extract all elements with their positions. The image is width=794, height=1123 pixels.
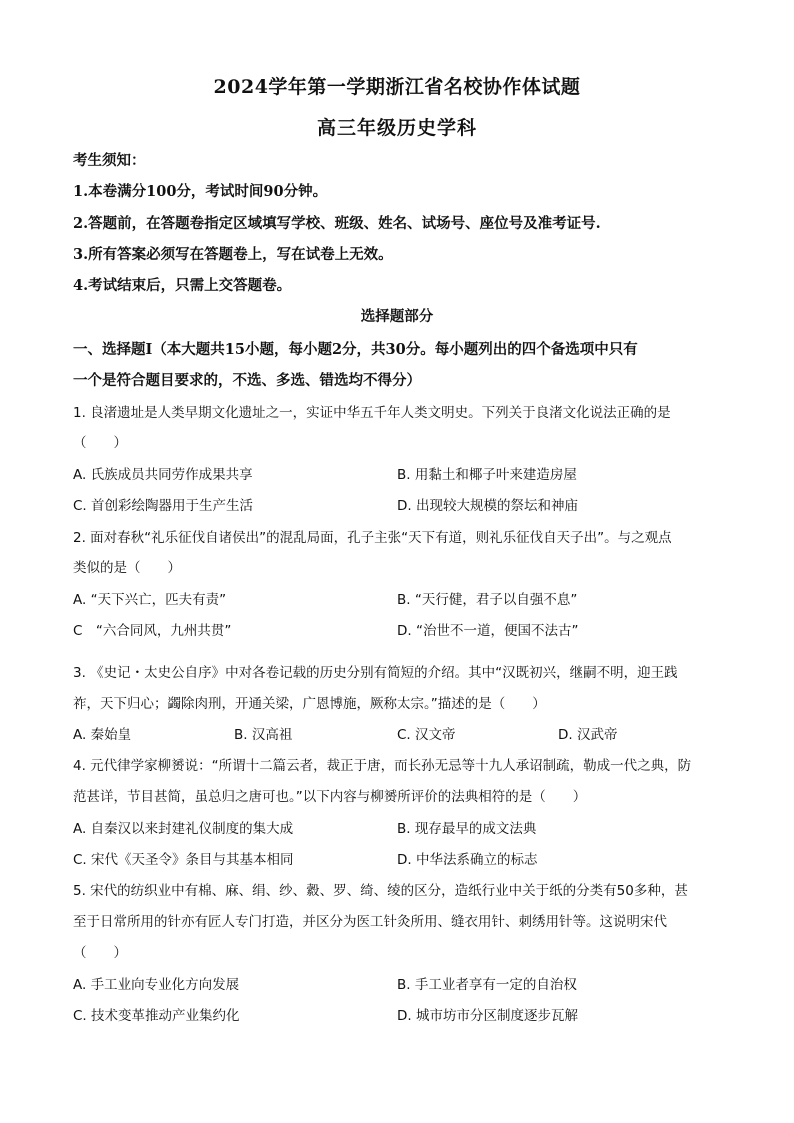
notice-item: 2.答题前，在答题卷指定区域填写学校、班级、姓名、试场号、座位号及准考证号. [73, 215, 601, 232]
question-4-option-b: B. 现存最早的成文法典 [397, 821, 537, 837]
question-5-option-a: A. 手工业向专业化方向发展 [73, 977, 240, 993]
question-3-option-a: A. 秦始皇 [73, 727, 132, 743]
notice-item: 1.本卷满分100分，考试时间90分钟。 [73, 183, 328, 200]
question-5-option-d: D. 城市坊市分区制度逐步瓦解 [397, 1008, 578, 1024]
question-3-option-d: D. 汉武帝 [558, 727, 618, 743]
question-4-option-c: C. 宋代《天圣令》条目与其基本相同 [73, 852, 294, 868]
question-3-text: 3. 《史记・太史公自序》中对各卷记载的历史分别有简短的介绍。其中“汉既初兴，继嗣不明，迎王践 [73, 665, 678, 681]
part-instructions: 一个是符合题目要求的，不选、多选、错选均不得分） [73, 372, 421, 389]
question-4-text: 范甚详，节目甚简，虽总归之唐可也。”以下内容与柳赟所评价的法典相符的是（ ） [73, 789, 587, 805]
question-5-text: 至于日常所用的针亦有匠人专门打造，并区分为医工针灸所用、缝衣用针、刺绣用针等。这说明宋代 [73, 914, 667, 930]
exam-title: 2024学年第一学期浙江省名校协作体试题 [213, 76, 581, 98]
question-5-text: （ ） [73, 945, 127, 961]
question-3-option-b: B. 汉高祖 [234, 727, 293, 743]
question-4-option-d: D. 中华法系确立的标志 [397, 852, 538, 868]
notice-item: 3.所有答案必须写在答题卷上，写在试卷上无效。 [73, 246, 393, 263]
question-5-option-c: C. 技术变革推动产业集约化 [73, 1008, 240, 1024]
notice-heading: 考生须知： [73, 152, 146, 169]
question-1-text: （ ） [73, 435, 127, 451]
question-2-option-c: C “六合同风，九州共贯” [73, 623, 232, 639]
part-instructions: 一、选择题Ⅰ（本大题共15小题，每小题2分，共30分。每小题列出的四个备选项中只有 [73, 341, 638, 358]
exam-subtitle: 高三年级历史学科 [316, 117, 477, 139]
question-1-text: 1. 良渚遗址是人类早期文化遗址之一，实证中华五千年人类文明史。下列关于良渚文化说法正确的是 [73, 405, 671, 421]
question-5-text: 5. 宋代的纺织业中有棉、麻、绢、纱、縠、罗、绮、绫的区分，造纸行业中关于纸的分类有50多种，甚 [73, 883, 688, 899]
question-2-option-a: A. “天下兴亡，匹夫有责” [73, 592, 227, 608]
question-1-option-a: A. 氏族成员共同劳作成果共享 [73, 467, 253, 483]
question-3-text: 祚，天下归心；蠲除肉刑，开通关梁，广恩博施，厥称太宗。”描述的是（ ） [73, 696, 546, 712]
question-4-text: 4. 元代律学家柳赟说：“所谓十二篇云者，裁正于唐，而长孙无忌等十九人承诏制疏，勒成一代之典，防 [73, 758, 692, 774]
question-1-option-c: C. 首创彩绘陶器用于生产生活 [73, 498, 254, 514]
question-4-option-a: A. 自秦汉以来封建礼仪制度的集大成 [73, 821, 294, 837]
question-2-option-d: D. “治世不一道，便国不法古” [397, 623, 579, 639]
question-5-option-b: B. 手工业者享有一定的自治权 [397, 977, 577, 993]
question-2-text: 2. 面对春秋“礼乐征伐自诸侯出”的混乱局面，孔子主张“天下有道，则礼乐征伐自天子出”。与之观点 [73, 530, 672, 546]
question-1-option-d: D. 出现较大规模的祭坛和神庙 [397, 498, 578, 514]
notice-item: 4.考试结束后，只需上交答题卷。 [73, 277, 292, 294]
question-2-text: 类似的是（ ） [73, 560, 181, 576]
question-1-option-b: B. 用黏土和椰子叶来建造房屋 [397, 467, 577, 483]
question-3-option-c: C. 汉文帝 [397, 727, 456, 743]
section-title: 选择题部分 [360, 308, 434, 325]
question-2-option-b: B. “天行健，君子以自强不息” [397, 592, 578, 608]
